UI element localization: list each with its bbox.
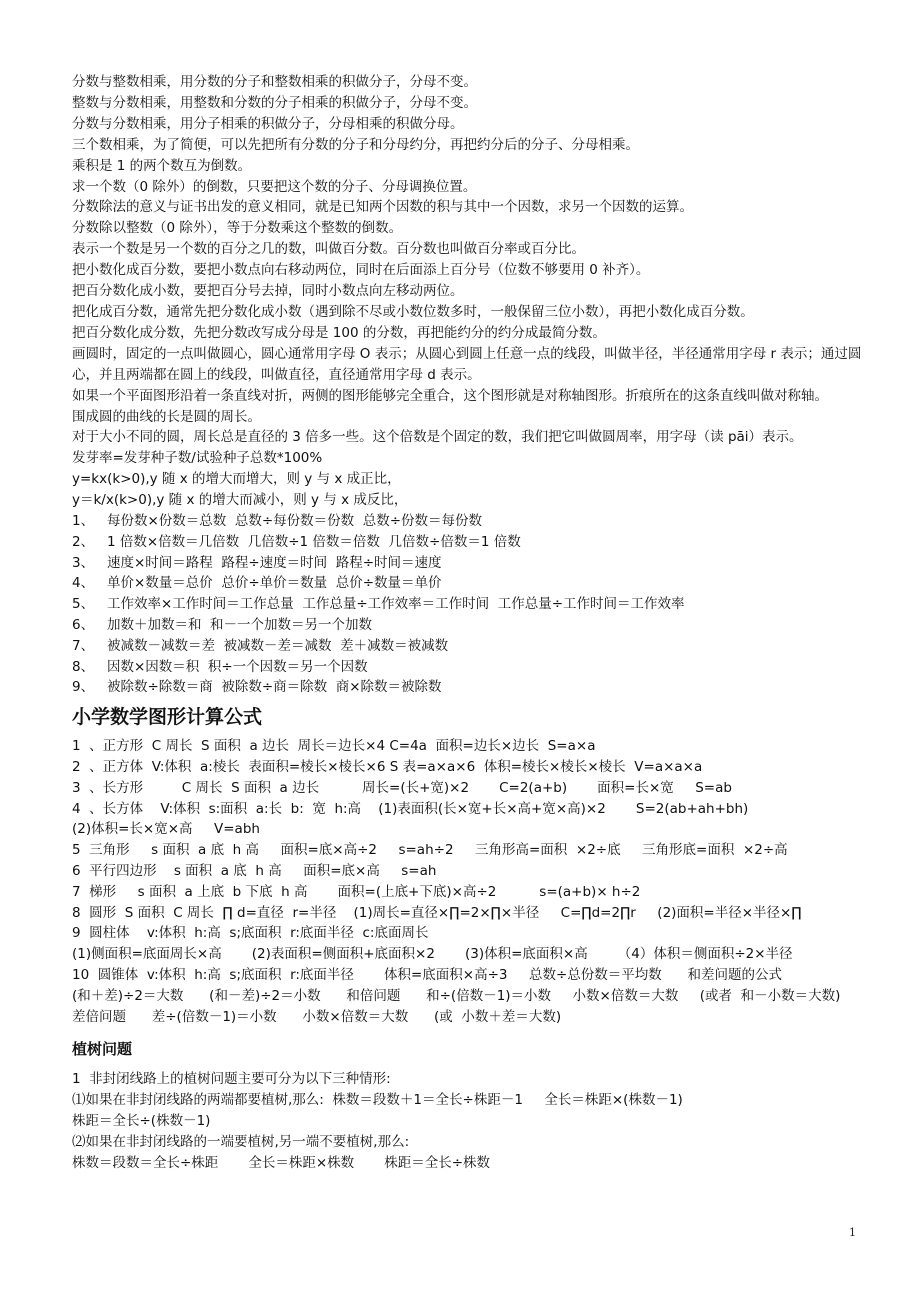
numbered-item: 1、 每份数×份数＝总数 总数÷每份数＝份数 总数÷份数＝每份数 <box>72 513 483 530</box>
numbered-item: 2、 1 倍数×倍数＝几倍数 几倍数÷1 倍数＝倍数 几倍数÷倍数＝1 倍数 <box>72 533 521 550</box>
paragraph: 分数与整数相乘，用分数的分子和整数相乘的积做分子，分母不变。 <box>72 74 477 90</box>
formula-line: 2 、正方体 V:体积 a:棱长 表面积=棱长×棱长×6 S 表=a×a×6 体积=棱长×棱长×棱长 V=a×a×a <box>72 759 703 775</box>
numbered-item: 7、 被减数－减数＝差 被减数－差＝减数 差＋减数＝被减数 <box>72 637 449 654</box>
paragraph: 把百分数化成小数，要把百分号去掉，同时小数点向左移动两位。 <box>72 283 464 300</box>
paragraph: 如果一个平面图形沿着一条直线对折，两侧的图形能够完全重合，这个图形就是对称轴图形。折痕所在的这条直线叫做对称轴。 <box>72 387 828 404</box>
formula-line: 5 三角形 s 面积 a 底 h 高 面积=底×高÷2 s=ah÷2 三角形高=面积 ×2÷底 三角形底=面积 ×2÷高 <box>72 842 788 859</box>
formula-line: (1)侧面积=底面周长×高 (2)表面积=侧面积+底面积×2 (3)体积=底面积×高 （4）体积＝侧面积÷2×半径 <box>72 946 793 963</box>
tree-problem-line: 株距＝全长÷(株数－1) <box>72 1112 211 1129</box>
formula-line: 8 圆形 S 面积 C 周长 ∏ d=直径 r=半径 (1)周长=直径×∏=2×∏×半径 C=∏d=2∏r (2)面积=半径×半径×∏ <box>72 904 802 921</box>
formula-line: 4 、长方体 V:体积 s:面积 a:长 b: 宽 h:高 (1)表面积(长×宽+长×高+宽×高)×2 S=2(ab+ah+bh) <box>72 800 749 817</box>
paragraph: 分数与分数相乘，用分子相乘的积做分子，分母相乘的积做分母。 <box>72 115 464 132</box>
paragraph: 把化成百分数，通常先把分数化成小数（遇到除不尽或小数位数多时，一般保留三位小数），再把小数化成百分数。 <box>72 303 754 320</box>
paragraph: 对于大小不同的圆，周长总是直径的 3 倍多一些。这个倍数是个固定的数，我们把它叫做圆周率，用字母（读 pāi）表示。 <box>72 429 803 446</box>
paragraph: 把百分数化成分数，先把分数改写成分母是 100 的分数，再把能约分的约分成最简分数。 <box>72 324 606 341</box>
paragraph: 发芽率=发芽种子数/试验种子总数*100% <box>72 450 323 467</box>
numbered-item: 6、 加数＋加数＝和 和－一个加数＝另一个加数 <box>72 617 373 634</box>
formula-line: (和＋差)÷2＝大数 (和－差)÷2＝小数 和倍问题 和÷(倍数－1)＝小数 小数×倍数＝大数 (或者 和－小数＝大数) <box>72 987 841 1004</box>
formula-line: 1 、正方形 C 周长 S 面积 a 边长 周长＝边长×4 C=4a 面积=边长×边长 S=a×a <box>72 738 596 755</box>
section-heading: 小学数学图形计算公式 <box>72 706 263 729</box>
tree-problem-line: 1 非封闭线路上的植树问题主要可分为以下三种情形: <box>72 1071 391 1088</box>
formula-line: 9 圆柱体 v:体积 h:高 s;底面积 r:底面半径 c:底面周长 <box>72 925 429 942</box>
paragraph: 把小数化成百分数，要把小数点向右移动两位，同时在后面添上百分号（位数不够要用 0 补齐）。 <box>72 262 650 279</box>
paragraph: 求一个数（0 除外）的倒数，只要把这个数的分子、分母调换位置。 <box>72 178 477 195</box>
tree-problem-line: ⑵如果在非封闭线路的一端要植树,另一端不要植树,那么: <box>72 1133 410 1150</box>
numbered-item: 8、 因数×因数＝积 积÷一个因数＝另一个因数 <box>72 658 368 675</box>
paragraph: 围成圆的曲线的长是圆的周长。 <box>72 408 261 425</box>
formula-line: (2)体积=长×宽×高 V=abh <box>72 821 260 838</box>
formula-line: 3 、长方形 C 周长 S 面积 a 边长 周长=(长+宽)×2 C=2(a+b) 面积=长×宽 S=ab <box>72 779 732 796</box>
paragraph: 分数除法的意义与证书出发的意义相同，就是已知两个因数的积与其中一个因数，求另一个因数的运算。 <box>72 199 693 216</box>
paragraph: y＝k/x(k>0),y 随 x 的增大而减小，则 y 与 x 成反比， <box>72 492 408 509</box>
paragraph: 整数与分数相乘，用整数和分数的分子相乘的积做分子，分母不变。 <box>72 94 477 111</box>
paragraph: 乘积是 1 的两个数互为倒数。 <box>72 157 252 174</box>
tree-problem-line: 株数＝段数＝全长÷株距 全长＝株距×株数 株距＝全长÷株数 <box>72 1154 491 1171</box>
paragraph: 三个数相乘，为了简便，可以先把所有分数的分子和分母约分，再把约分后的分子、分母相乘。 <box>72 136 639 153</box>
formula-line: 差倍问题 差÷(倍数－1)＝小数 小数×倍数＝大数 (或 小数＋差＝大数) <box>72 1008 562 1025</box>
numbered-item: 3、 速度×时间＝路程 路程÷速度＝时间 路程÷时间＝速度 <box>72 554 442 571</box>
paragraph: 分数除以整数（0 除外），等于分数乘这个整数的倒数。 <box>72 220 403 237</box>
formula-line: 6 平行四边形 s 面积 a 底 h 高 面积=底×高 s=ah <box>72 862 437 879</box>
numbered-item: 9、 被除数÷除数＝商 被除数÷商＝除数 商×除数＝被除数 <box>72 679 442 696</box>
tree-problem-line: ⑴如果在非封闭线路的两端都要植树,那么: 株数＝段数＋1＝全长÷株距－1 全长＝株距×(株数－1) <box>72 1092 683 1109</box>
formula-line: 7 梯形 s 面积 a 上底 b 下底 h 高 面积=(上底+下底)×高÷2 s=(a+b)× h÷2 <box>72 883 641 900</box>
formula-line: 10 圆锥体 v:体积 h:高 s;底面积 r:底面半径 体积=底面积×高÷3 总数÷总份数＝平均数 和差问题的公式 <box>72 966 783 983</box>
paragraph: 画圆时，固定的一点叫做圆心，圆心通常用字母 O 表示；从圆心到圆上任意一点的线段，叫做半径，半径通常用字母 r 表示；通过圆心，并且两端都在圆上的线段，叫做直径，直径通常用字母 d 表示。 <box>72 345 862 383</box>
paragraph: y=kx(k>0),y 随 x 的增大而增大，则 y 与 x 成正比， <box>72 471 401 488</box>
page-number: 1 <box>849 1226 856 1239</box>
numbered-item: 5、 工作效率×工作时间＝工作总量 工作总量÷工作效率＝工作时间 工作总量÷工作时间＝工作效率 <box>72 596 685 613</box>
section-heading: 植树问题 <box>72 1040 133 1059</box>
document-page <box>72 72 862 1173</box>
paragraph: 表示一个数是另一个数的百分之几的数，叫做百分数。百分数也叫做百分率或百分比。 <box>72 241 585 258</box>
numbered-item: 4、 单价×数量＝总价 总价÷单价＝数量 总价÷数量＝单价 <box>72 575 442 592</box>
